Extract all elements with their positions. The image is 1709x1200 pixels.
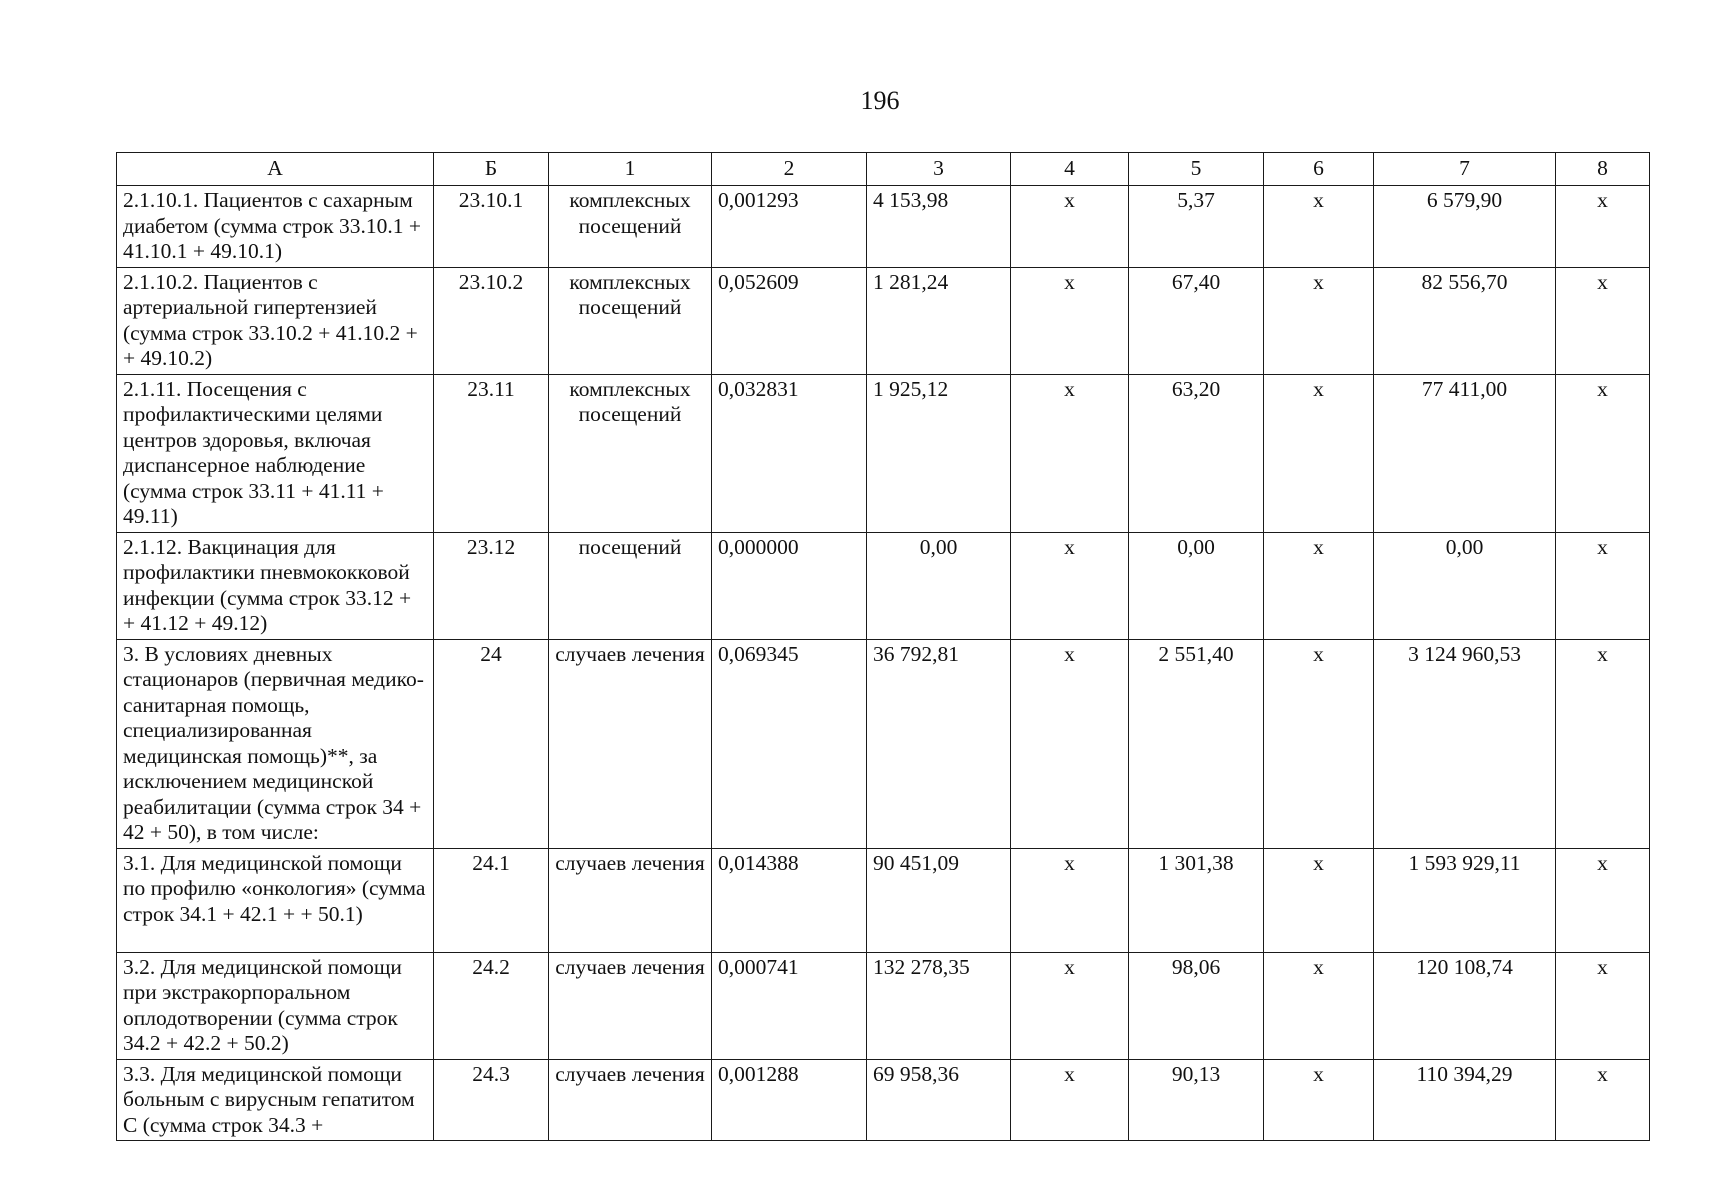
column-header: 1 [549,153,712,186]
row-code: 24.1 [434,848,549,952]
table-row [117,267,1650,374]
unit-cell: случаев лечения [549,952,712,1059]
value-cell: х [1556,1059,1650,1141]
value-cell: 120 108,74 [1374,952,1556,1059]
table-row [117,374,1650,532]
value-cell: 2 551,40 [1129,639,1264,848]
row-label: 2.1.10.1. Пациентов с сахарным диабетом (сумма строк 33.10.1 + 41.10.1 + 49.10.1) [117,186,434,268]
column-header: 7 [1374,153,1556,186]
value-cell: 1 925,12 [867,374,1011,532]
value-cell: х [1011,374,1129,532]
value-cell: 69 958,36 [867,1059,1011,1141]
unit-cell: комплексных посещений [549,186,712,268]
value-cell: х [1556,267,1650,374]
value-cell: 63,20 [1129,374,1264,532]
column-header: 4 [1011,153,1129,186]
value-cell: 110 394,29 [1374,1059,1556,1141]
value-cell: х [1556,639,1650,848]
value-cell: х [1264,952,1374,1059]
value-cell: 0,001293 [712,186,867,268]
value-cell: 0,032831 [712,374,867,532]
value-cell: х [1011,1059,1129,1141]
value-cell: х [1556,186,1650,268]
column-header: 2 [712,153,867,186]
row-label: 2.1.10.2. Пациентов с артериальной гипертензией (сумма строк 33.10.2 + 41.10.2 + + 49.10.2) [117,267,434,374]
value-cell: 1 301,38 [1129,848,1264,952]
column-header: 6 [1264,153,1374,186]
header-row [117,153,1650,186]
column-header: А [117,153,434,186]
value-cell: х [1556,848,1650,952]
table-row [117,1059,1650,1141]
unit-cell: случаев лечения [549,1059,712,1141]
row-code: 23.12 [434,532,549,639]
value-cell: 0,00 [1374,532,1556,639]
row-label: 2.1.12. Вакцинация для профилактики пневмококковой инфекции (сумма строк 33.12 + + 41.12 + 49.12) [117,532,434,639]
value-cell: 5,37 [1129,186,1264,268]
value-cell: 6 579,90 [1374,186,1556,268]
row-label: 3. В условиях дневных стационаров (первичная медико-санитарная помощь, специализированная медицинская помощь)**, за исключением медицинской реабилитации (сумма строк 34 + 42 + 50), в том числе: [117,639,434,848]
table-row [117,848,1650,952]
row-code: 24.3 [434,1059,549,1141]
row-code: 23.10.2 [434,267,549,374]
value-cell: 67,40 [1129,267,1264,374]
value-cell: 4 153,98 [867,186,1011,268]
column-header: 5 [1129,153,1264,186]
value-cell: 0,00 [1129,532,1264,639]
value-cell: 0,00 [867,532,1011,639]
value-cell: 90 451,09 [867,848,1011,952]
value-cell: 0,001288 [712,1059,867,1141]
value-cell: х [1264,186,1374,268]
table-row [117,952,1650,1059]
value-cell: х [1011,639,1129,848]
value-cell: 0,069345 [712,639,867,848]
value-cell: 98,06 [1129,952,1264,1059]
table-row [117,186,1650,268]
value-cell: х [1011,848,1129,952]
table-row [117,532,1650,639]
row-label: 3.3. Для медицинской помощи больным с вирусным гепатитом С (сумма строк 34.3 + [117,1059,434,1141]
value-cell: х [1011,952,1129,1059]
table-row [117,639,1650,848]
row-code: 23.11 [434,374,549,532]
column-header: Б [434,153,549,186]
value-cell: х [1556,952,1650,1059]
unit-cell: комплексных посещений [549,374,712,532]
value-cell: 0,052609 [712,267,867,374]
value-cell: 90,13 [1129,1059,1264,1141]
value-cell: 1 593 929,11 [1374,848,1556,952]
value-cell: 77 411,00 [1374,374,1556,532]
value-cell: х [1264,1059,1374,1141]
value-cell: х [1264,374,1374,532]
value-cell: 3 124 960,53 [1374,639,1556,848]
unit-cell: случаев лечения [549,848,712,952]
value-cell: х [1264,532,1374,639]
unit-cell: случаев лечения [549,639,712,848]
column-header: 8 [1556,153,1650,186]
value-cell: 82 556,70 [1374,267,1556,374]
value-cell: х [1264,639,1374,848]
row-code: 24.2 [434,952,549,1059]
value-cell: х [1011,532,1129,639]
unit-cell: посещений [549,532,712,639]
data-table [116,152,1650,1141]
row-label: 3.2. Для медицинской помощи при экстракорпоральном оплодотворении (сумма строк 34.2 + 42.2 + 50.2) [117,952,434,1059]
value-cell: 0,000741 [712,952,867,1059]
value-cell: 0,014388 [712,848,867,952]
value-cell: 1 281,24 [867,267,1011,374]
row-label: 3.1. Для медицинской помощи по профилю «онкология» (сумма строк 34.1 + 42.1 + + 50.1) [117,848,434,952]
page-number: 196 [860,86,900,115]
value-cell: х [1556,374,1650,532]
value-cell: х [1011,267,1129,374]
value-cell: 36 792,81 [867,639,1011,848]
value-cell: 0,000000 [712,532,867,639]
column-header: 3 [867,153,1011,186]
value-cell: х [1264,267,1374,374]
row-code: 24 [434,639,549,848]
unit-cell: комплексных посещений [549,267,712,374]
value-cell: 132 278,35 [867,952,1011,1059]
value-cell: х [1556,532,1650,639]
value-cell: х [1264,848,1374,952]
value-cell: х [1011,186,1129,268]
row-label: 2.1.11. Посещения с профилактическими целями центров здоровья, включая диспансерное наблюдение (сумма строк 33.11 + 41.11 + 49.11) [117,374,434,532]
row-code: 23.10.1 [434,186,549,268]
